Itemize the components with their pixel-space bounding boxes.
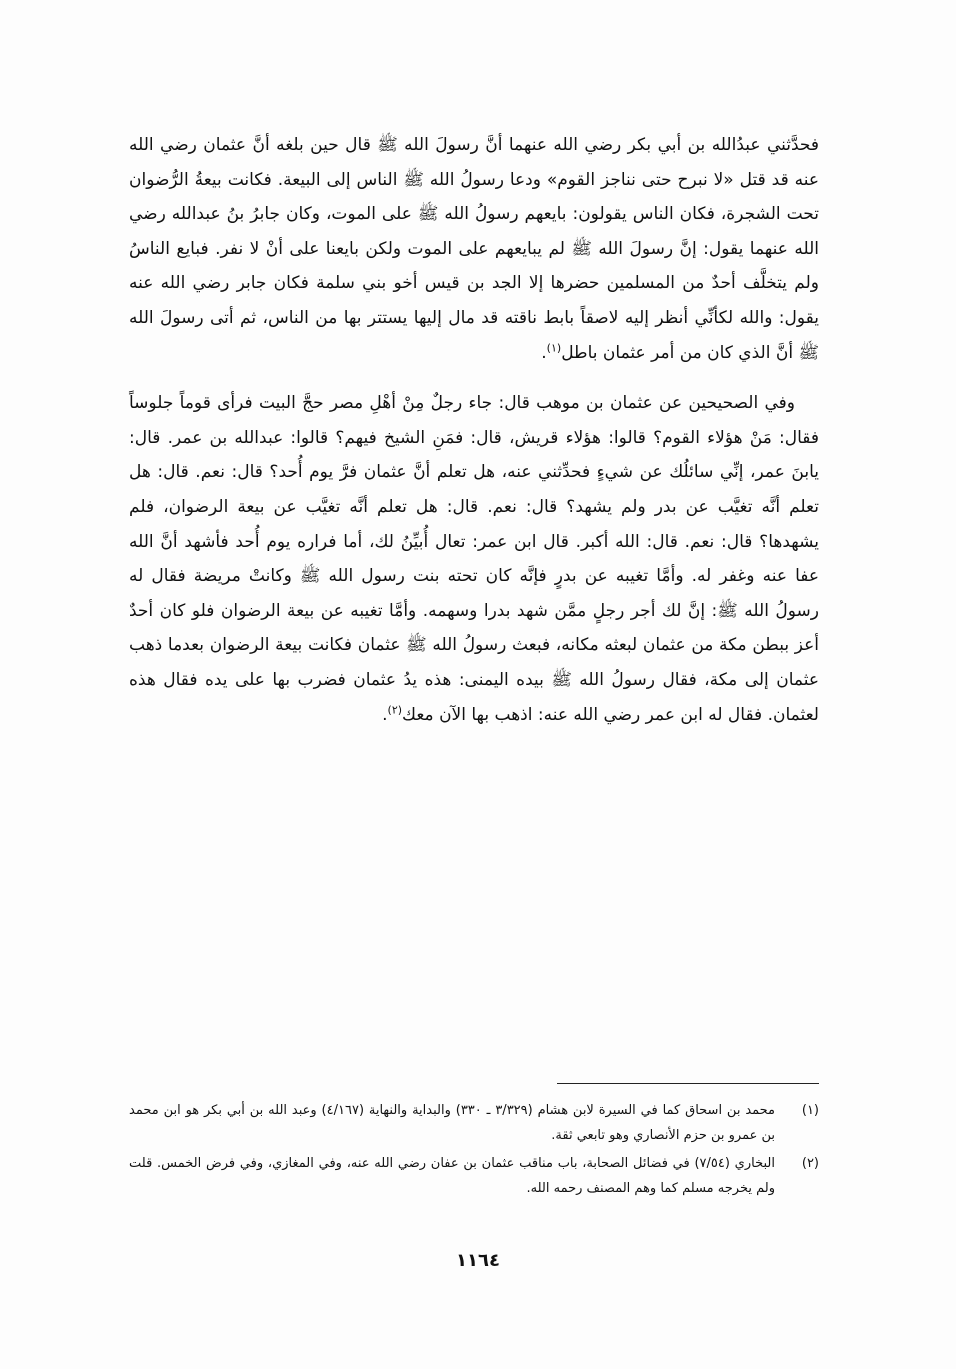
footnote-divider (557, 1083, 819, 1084)
paragraph-2-end: . (382, 704, 388, 725)
footnote-ref-1: (١) (546, 340, 562, 354)
footnote-1-text: محمد بن اسحاق كما في السيرة لابن هشام (٣/٣٢٩ ـ ٣٣٠) والبداية والنهاية (٤/١٦٧) وعبد الله بن أبي بكر هو ابن محمد بن عمرو بن حزم الأنصاري وهو تابعي ثقة. (129, 1103, 776, 1143)
footnote-2-text: البخاري (٧/٥٤) في فضائل الصحابة، باب مناقب عثمان بن عفان رضي الله عنه، وفي المغازي، وفي فرض الخمس. قلت ولم يخرجه مسلم كما وهم المصنف رحمه الله. (129, 1156, 775, 1196)
footnotes (129, 1098, 819, 1204)
paragraph-1-end: . (541, 342, 547, 363)
paragraph-2-text: وفي الصحيحين عن عثمان بن موهب قال: جاء رجلٌ مِنْ أهْلِ مصر حجَّ البيت فرأى قوماً جلوساً فقال: مَنْ هؤلاء القوم؟ قالوا: هؤلاء قريش، قال: فمَنِ الشيخ فيهم؟ قالوا: عبدالله بن عمر. قال: يابنَ عمر، إنِّي سائلُك عن شيءٍ فحدِّثني عنه، هل تعلم أنَّ عثمان فرَّ يوم أُحد؟ قال: نعم. قال: هل تعلم أنَّه تغيَّب عن بدر ولم يشهد؟ قال: نعم. قال: هل تعلم أنَّه تغيَّب عن بيعة الرضوان، فلم يشهدها؟ قال: نعم. قال: الله أكبر. قال ابن عمر: تعال أُبيِّنُ لك، أما فراره يوم أُحد فأشهد أنَّ الله عفا عنه وغفر له. وأمَّا تغيبه عن بدرٍ فإنَّه كان تحته بنت رسول الله ﷺ وكانتْ مريضة فقال له رسولُ الله ﷺ: إنَّ لك أجر رجلٍ ممَّن شهد بدرا وسهمه. وأمَّا تغيبه عن بيعة الرضوان فلو كان أحدٌ أعز ببطن مكة من عثمان لبعثه مكانه، فبعث رسولُ الله ﷺ عثمان فكانت بيعة الرضوان بعدما ذهب عثمان إلى مكة، فقال رسولُ الله ﷺ بيده اليمنى: هذه يدُ عثمان فضرب بها على يده فقال هذه لعثمان. فقال له ابن عمر رضي الله عنه: اذهب بها الآن معك (129, 393, 819, 725)
paragraph-2 (129, 386, 819, 732)
footnote-ref-2: (٢) (387, 702, 403, 716)
paragraph-1-text: فحدَّثني عبدُالله بن أبي بكر رضي الله عنهما أنَّ رسولَ الله ﷺ قال حين بلغه أنَّ عثمان رضي الله عنه قد قتل «لا نبرح حتى نناجز القوم» ودعا رسولُ الله ﷺ الناس إلى البيعة. فكانت بيعةُ الرُّضوان تحت الشجرة، فكان الناس يقولون: بايعهم رسولُ الله ﷺ على الموت، وكان جابرُ بنُ عبدالله رضي الله عنهما يقول: إنَّ رسولَ الله ﷺ لم يبايعهم على الموت ولكن بايعنا على أنْ لا نفر. فبايع الناسُ ولم يتخلَّف أحدٌ من المسلمين حضرها إلا الجد بن قيس أخو بني سلمة فكان جابر رضي الله عنه يقول: والله لكأنِّي أنظر إليه لاصقاً بابط ناقته قد مال إليها يستتر بها من الناس، ثم أتى رسولَ الله ﷺ أنَّ الذي كان من أمر عثمان باطل (129, 135, 819, 363)
footnote-1-number: (١) (801, 1103, 819, 1118)
page-number: ١١٦٤ (456, 1250, 500, 1271)
paragraph-1 (129, 128, 819, 370)
footnote-2-number: (٢) (801, 1156, 819, 1171)
footnote-1 (129, 1098, 819, 1148)
main-text (129, 128, 819, 732)
footnote-2 (129, 1151, 819, 1201)
